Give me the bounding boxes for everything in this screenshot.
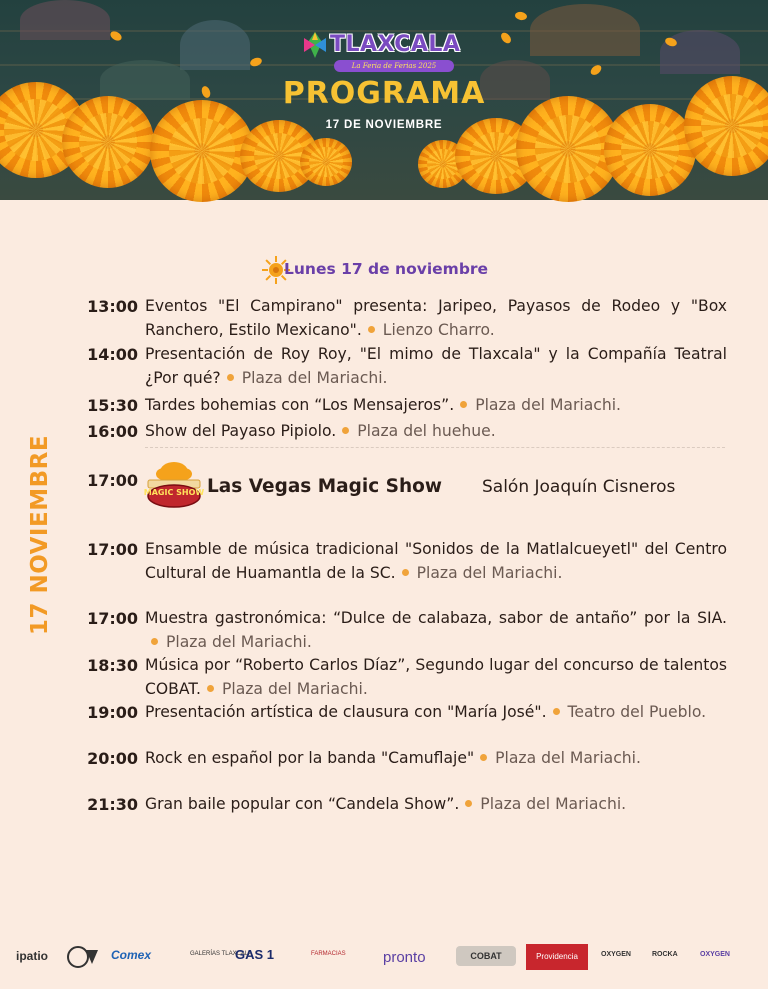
event-description [145,394,727,418]
event-text: Ensamble de música tradicional "Sonidos de la Matlalcueyetl" del Centro Cultural de Huamantla de la SC. [145,540,727,582]
bullet-dot [460,401,467,408]
sponsor-logo-oxygen-2: OXYGEN [700,951,730,958]
event-venue: Plaza del Mariachi. [480,795,627,813]
event-description [145,607,727,654]
sponsor-logo-gas1: GAS 1 [235,947,275,962]
tlaxcala-logo [300,28,470,76]
event-venue: Teatro del Pueblo. [567,703,707,721]
bullet-dot [227,374,234,381]
fair-tent-illustration [20,0,110,40]
sponsor-logo-ipatio: ipatio [16,949,48,963]
event-venue: Lienzo Charro. [382,320,495,339]
sponsor-logo-oxygen: OXYGEN [601,951,631,958]
page-title: PROGRAMA [282,76,486,111]
event-time: 20:00 [87,749,138,768]
marigold-flower [300,138,352,186]
bullet-dot [368,326,375,333]
event-text: Presentación artística de clausura con "María José". [145,703,547,721]
sponsor-strip [0,940,768,980]
sponsor-logo-cobat: COBAT [456,946,516,966]
bullet-dot [342,427,349,434]
event-description [145,701,727,725]
event-time: 21:30 [87,795,138,814]
event-time: 13:00 [87,297,138,316]
event-description [145,793,727,817]
event-time: 17:00 [87,609,138,628]
event-text: Show del Payaso Pipiolo. [145,422,337,440]
event-time: 15:30 [87,396,138,415]
featured-event [70,460,730,520]
bullet-dot [207,685,214,692]
featured-venue: Salón Joaquín Cisneros [482,477,676,497]
sponsor-logo-farmacias: FARMACIAS [311,951,346,957]
event-text: Rock en español por la banda "Camuflaje" [145,749,475,767]
event-text: Muestra gastronómica: “Dulce de calabaza, sabor de antaño” por la SIA. [145,609,727,627]
marigold-flower [62,96,154,188]
sponsor-logo-pronto: pronto [383,949,426,966]
event-venue: Plaza del Mariachi. [495,749,641,767]
event-text: Música por “Roberto Carlos Díaz”, Segundo lugar del concurso de talentos COBAT. [145,656,727,698]
bullet-dot [402,569,409,576]
event-description [145,654,727,701]
event-venue: Plaza del Mariachi. [221,679,368,698]
event-text: Presentación de Roy Roy, "El mimo de Tlaxcala" y la Compañía Teatral ¿Por qué? [145,345,727,387]
sponsor-logo-mark [66,944,102,970]
fair-tent-illustration [530,4,640,56]
bullet-dot [480,754,487,761]
event-time: 14:00 [87,345,138,364]
sponsor-logo-comex: Comex [111,948,152,962]
event-venue: Plaza del Mariachi. [416,563,563,582]
event-venue: Plaza del Mariachi. [166,632,312,651]
fair-tent-illustration [180,20,250,70]
event-description [145,420,727,444]
marigold-flower [150,100,254,202]
event-text: Tardes bohemias con “Los Mensajeros”. [145,396,455,414]
petal-decoration [499,31,513,45]
logo-tagline: La Feria de Ferias 2025 [334,60,454,72]
header-date: 17 DE NOVIEMBRE [325,119,443,131]
event-description [145,747,727,771]
logo-text: TLAXCALA [330,32,461,57]
marigold-flower [604,104,696,196]
event-description [145,538,727,585]
featured-title: Las Vegas Magic Show [207,476,442,497]
sponsor-logo-galerias: GALERÍAS TLAXCALA [190,951,253,957]
event-time: 17:00 [87,540,138,559]
bullet-dot [553,708,560,715]
divider [145,447,725,448]
bullet-dot [151,638,158,645]
event-venue: Plaza del huehue. [357,422,496,440]
sponsor-logo-rocka: ROCKA [652,951,678,958]
event-description [145,295,727,342]
day-heading-text: Lunes 17 de noviembre [284,260,489,278]
bullet-dot [465,800,472,807]
petal-decoration [514,11,527,21]
magic-logo-text: MAGIC SHOW [144,488,204,497]
event-description [145,343,727,390]
event-text: Eventos "El Campirano" presenta: Jaripeo, Payasos de Rodeo y "Box Ranchero, Estilo Mexicano". [145,297,727,339]
petal-decoration [249,56,263,68]
event-time: 17:00 [87,471,138,490]
tlaxcala-logo-icon [300,30,330,60]
fair-tent-illustration [660,30,740,74]
event-venue: Plaza del Mariachi. [241,368,388,387]
side-date-label: 17 NOVIEMBRE [27,434,53,636]
event-venue: Plaza del Mariachi. [475,396,622,414]
sponsor-logo-providencia: Providencia [526,944,588,970]
magic-show-logo [144,460,204,512]
event-time: 16:00 [87,422,138,441]
event-time: 18:30 [87,656,138,675]
event-time: 19:00 [87,703,138,722]
event-text: Gran baile popular con “Candela Show”. [145,795,460,813]
